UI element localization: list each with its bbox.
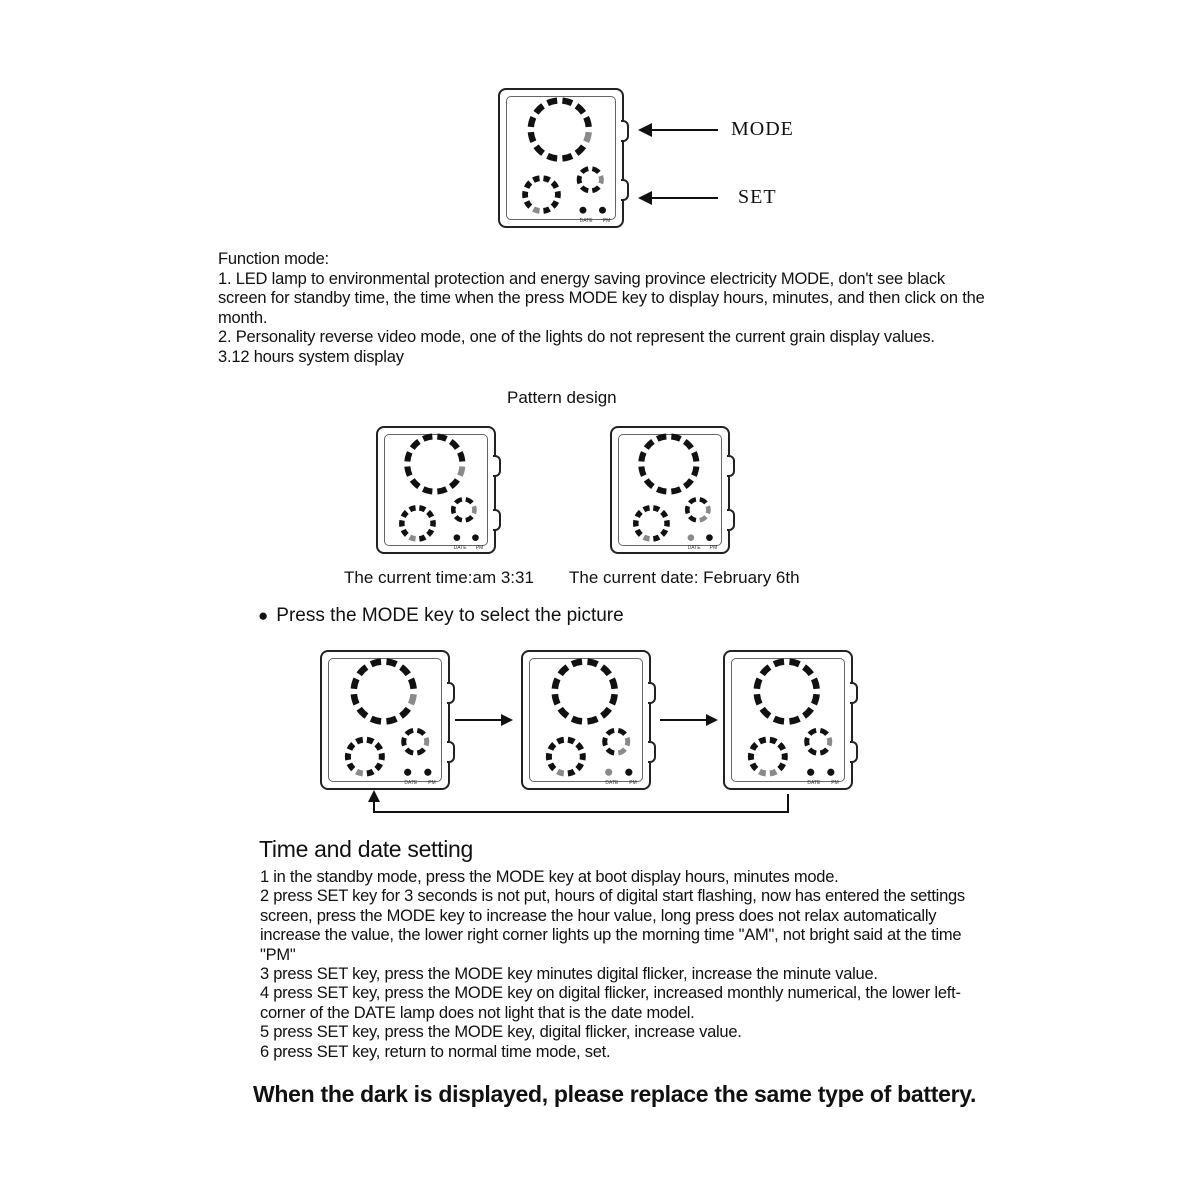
led-segment <box>558 771 564 773</box>
led-segment <box>685 441 692 448</box>
led-segment <box>568 740 574 742</box>
led-segment <box>762 709 769 716</box>
led-segment <box>760 740 766 742</box>
led-segment <box>708 506 709 513</box>
led-segment <box>587 662 597 665</box>
led-segment <box>662 530 666 535</box>
watch-date-example <box>610 426 730 554</box>
led-segment <box>582 169 588 173</box>
led-segment <box>601 176 602 183</box>
watch-face <box>500 90 622 226</box>
led-segment <box>770 771 776 773</box>
arrow-left-icon <box>638 188 720 208</box>
step-line: increase the value, the lower right corner lights up the morning time "AM", not bright said at the time <box>260 926 962 945</box>
led-segment <box>779 764 783 769</box>
led-segment <box>612 679 615 689</box>
led-segment <box>412 441 419 448</box>
led-segment <box>550 744 554 749</box>
led-segment <box>349 744 353 749</box>
led-segment <box>646 441 653 448</box>
mode-select-line <box>258 605 624 627</box>
led-segment <box>451 441 458 448</box>
led-segment <box>653 537 659 539</box>
led-segment <box>560 709 567 716</box>
led-segment <box>407 467 409 476</box>
watch-time-example <box>376 426 496 554</box>
arrow-up-icon <box>360 788 794 818</box>
mode-select-text: Press the MODE key to select the picture <box>276 605 624 626</box>
led-segment <box>671 489 680 491</box>
date-lamp <box>688 534 695 541</box>
date-lamp-label: DATE <box>605 780 619 787</box>
led-segment <box>417 730 424 734</box>
step-line: 6 press SET key, return to normal time mode, set. <box>260 1042 611 1061</box>
led-segment <box>644 508 650 510</box>
led-segment <box>406 749 413 753</box>
watch-face <box>322 652 448 788</box>
led-segment <box>820 730 827 734</box>
led-segment <box>641 467 643 476</box>
led-segment <box>592 169 598 173</box>
watch-diagram-main <box>498 88 624 228</box>
led-segment <box>403 530 407 535</box>
step-line: 1 in the standby mode, press the MODE key at boot display hours, minutes mode. <box>260 868 839 886</box>
led-segment <box>466 517 472 521</box>
led-segment <box>423 489 432 491</box>
led-segment <box>690 499 696 503</box>
led-segment <box>572 719 582 722</box>
watch-face <box>612 428 728 552</box>
step-line: 5 press SET key, press the MODE key, digital flicker, increase value. <box>260 1023 742 1042</box>
led-segment <box>762 667 769 674</box>
pattern-design-heading: Pattern design <box>507 388 617 407</box>
date-example-caption: The current date: February 6th <box>569 568 800 587</box>
date-lamp-label: DATE <box>404 780 418 787</box>
led-segment <box>386 719 396 722</box>
bullet-dot-icon: ● <box>258 606 269 625</box>
function-mode-line: 2. Personality reverse video mode, one of the lights do not represent the current grain display values. <box>218 328 935 346</box>
led-segment <box>437 489 446 491</box>
led-segment <box>644 537 650 539</box>
pm-lamp-label: PM <box>602 218 611 225</box>
watch-face <box>523 652 649 788</box>
led-segment <box>757 694 760 704</box>
side-button <box>447 741 455 763</box>
led-segment <box>403 512 407 517</box>
led-segment <box>572 662 582 665</box>
led-segment <box>406 730 413 734</box>
date-lamp-label: DATE <box>453 545 467 552</box>
led-segment <box>605 738 606 746</box>
led-segment <box>770 740 776 742</box>
led-segment <box>607 730 614 734</box>
date-lamp-label: DATE <box>807 780 821 787</box>
side-button <box>727 455 735 477</box>
led-segment <box>586 117 589 127</box>
led-segment <box>760 771 766 773</box>
watch-mode-step-3 <box>723 650 853 790</box>
date-lamp <box>454 534 461 541</box>
step-line: screen, press the MODE key to increase the hour value, long press does not relax automatically <box>260 906 937 925</box>
function-mode-line: screen for standby time, the time when the press MODE key to display hours, minutes, and then click on the <box>218 289 985 307</box>
led-segment <box>700 499 706 503</box>
led-segment <box>558 740 564 742</box>
date-lamp <box>404 769 411 776</box>
side-button <box>447 682 455 704</box>
led-segment <box>586 132 589 142</box>
led-segment <box>401 667 408 674</box>
led-segment <box>536 106 543 113</box>
led-segment <box>357 740 363 742</box>
pm-lamp <box>424 769 431 776</box>
led-segment <box>562 101 572 104</box>
arrow-right-icon <box>660 712 720 728</box>
arrow-right-icon <box>455 712 515 728</box>
led-segment <box>577 764 581 769</box>
led-segment <box>437 437 446 439</box>
led-segment <box>354 694 357 704</box>
step-line: 4 press SET key, press the MODE key on digital flicker, increased monthly numerical, the lower left- <box>260 984 961 1003</box>
led-segment <box>637 512 641 517</box>
led-segment <box>354 679 357 689</box>
led-segment <box>376 764 380 769</box>
led-segment <box>657 437 666 439</box>
led-segment <box>555 679 558 689</box>
led-segment <box>582 187 588 191</box>
led-segment <box>637 530 641 535</box>
led-segment <box>690 517 696 521</box>
watch-mode-step-2 <box>521 650 651 790</box>
led-segment <box>460 467 462 476</box>
led-segment <box>410 508 416 510</box>
led-segment <box>568 771 574 773</box>
led-segment <box>829 738 830 746</box>
pm-lamp <box>625 769 632 776</box>
watch-face <box>378 428 494 552</box>
led-segment <box>460 452 462 461</box>
led-segment <box>466 499 472 503</box>
mode-callout-label: MODE <box>731 118 794 140</box>
step-line: corner of the DATE lamp does not light that is the date model. <box>260 1003 695 1022</box>
function-mode-line: month. <box>218 308 268 327</box>
side-button <box>850 682 858 704</box>
led-segment <box>456 517 462 521</box>
led-segment <box>367 740 373 742</box>
led-segment <box>657 489 666 491</box>
side-button <box>621 120 629 142</box>
led-segment <box>451 480 458 487</box>
led-segment <box>774 719 784 722</box>
led-segment <box>423 437 432 439</box>
led-segment <box>376 744 380 749</box>
side-button <box>727 509 735 531</box>
led-segment <box>404 738 405 746</box>
led-segment <box>820 749 827 753</box>
function-mode-line: 3.12 hours system display <box>218 347 404 366</box>
led-segment <box>428 512 432 517</box>
led-segment <box>349 764 353 769</box>
led-segment <box>752 764 756 769</box>
led-segment <box>419 508 425 510</box>
step-line: 2 press SET key for 3 seconds is not put, hours of digital start flashing, now has entered the settings <box>260 887 965 906</box>
led-segment <box>757 679 760 689</box>
led-segment <box>357 771 363 773</box>
led-segment <box>359 709 366 716</box>
function-mode-heading: Function mode: <box>218 250 329 268</box>
led-segment <box>685 480 692 487</box>
led-segment <box>548 101 558 104</box>
led-segment <box>804 667 811 674</box>
led-segment <box>602 709 609 716</box>
watch-mode-step-1 <box>320 650 450 790</box>
led-segment <box>411 679 414 689</box>
led-segment <box>426 738 427 746</box>
led-segment <box>641 452 643 461</box>
date-lamp <box>605 769 612 776</box>
led-segment <box>779 744 783 749</box>
step-line: "PM" <box>260 945 296 964</box>
led-segment <box>789 662 799 665</box>
led-segment <box>371 662 381 665</box>
time-setting-steps <box>260 868 980 1062</box>
led-segment <box>533 178 539 180</box>
led-segment <box>553 202 557 207</box>
led-segment <box>774 662 784 665</box>
side-button <box>850 741 858 763</box>
led-segment <box>587 719 597 722</box>
arrow-left-icon <box>638 120 720 140</box>
led-segment <box>543 178 549 180</box>
led-segment <box>550 764 554 769</box>
pm-lamp-label: PM <box>475 545 484 552</box>
led-segment <box>410 537 416 539</box>
time-example-caption: The current time:am 3:31 <box>344 568 534 587</box>
led-segment <box>662 512 666 517</box>
led-segment <box>527 183 531 188</box>
battery-note: When the dark is displayed, please replace the same type of battery. <box>253 1081 977 1107</box>
led-segment <box>789 719 799 722</box>
led-segment <box>367 771 373 773</box>
led-segment <box>536 146 543 153</box>
pm-lamp <box>706 534 713 541</box>
led-segment <box>579 176 580 183</box>
led-segment <box>531 117 534 127</box>
led-segment <box>577 744 581 749</box>
led-segment <box>700 517 706 521</box>
led-segment <box>531 132 534 142</box>
led-segment <box>814 679 817 689</box>
time-setting-title: Time and date setting <box>259 836 474 862</box>
led-segment <box>612 694 615 704</box>
led-segment <box>359 667 366 674</box>
led-segment <box>687 506 688 513</box>
led-segment <box>577 106 584 113</box>
led-segment <box>560 667 567 674</box>
led-segment <box>456 499 462 503</box>
led-segment <box>371 719 381 722</box>
pm-lamp <box>599 207 606 214</box>
led-segment <box>653 508 659 510</box>
pm-lamp <box>472 534 479 541</box>
led-segment <box>527 202 531 207</box>
led-segment <box>814 694 817 704</box>
led-segment <box>671 437 680 439</box>
led-segment <box>419 537 425 539</box>
pm-lamp-label: PM <box>629 780 637 787</box>
led-segment <box>752 744 756 749</box>
led-segment <box>555 694 558 704</box>
led-segment <box>694 452 696 461</box>
set-callout-label: SET <box>738 186 777 208</box>
led-segment <box>548 156 558 159</box>
led-segment <box>618 749 625 753</box>
led-segment <box>809 730 816 734</box>
led-segment <box>474 506 475 513</box>
led-segment <box>577 146 584 153</box>
side-button <box>493 509 501 531</box>
led-segment <box>407 452 409 461</box>
led-segment <box>417 749 424 753</box>
date-lamp <box>807 769 814 776</box>
pm-lamp <box>827 769 834 776</box>
led-segment <box>618 730 625 734</box>
led-segment <box>646 480 653 487</box>
function-mode-block <box>218 250 998 367</box>
side-button <box>493 455 501 477</box>
watch-face <box>725 652 851 788</box>
function-mode-line: 1. LED lamp to environmental protection and energy saving province electricity MODE, don't see black <box>218 269 945 288</box>
led-segment <box>411 694 414 704</box>
led-segment <box>804 709 811 716</box>
date-lamp-label: DATE <box>579 218 593 225</box>
led-segment <box>562 156 572 159</box>
led-segment <box>602 667 609 674</box>
led-segment <box>694 467 696 476</box>
pm-lamp-label: PM <box>428 780 436 787</box>
led-segment <box>553 183 557 188</box>
led-segment <box>412 480 419 487</box>
led-segment <box>627 738 628 746</box>
led-segment <box>428 530 432 535</box>
side-button <box>648 682 656 704</box>
side-button <box>648 741 656 763</box>
pm-lamp-label: PM <box>831 780 839 787</box>
step-line: 3 press SET key, press the MODE key minutes digital flicker, increase the minute value. <box>260 965 878 984</box>
led-segment <box>807 738 808 746</box>
led-segment <box>592 187 598 191</box>
led-segment <box>401 709 408 716</box>
date-lamp <box>579 207 586 214</box>
led-segment <box>607 749 614 753</box>
side-button <box>621 179 629 201</box>
led-segment <box>533 209 539 211</box>
led-segment <box>453 506 454 513</box>
date-lamp-label: DATE <box>687 545 701 552</box>
led-segment <box>809 749 816 753</box>
led-segment <box>386 662 396 665</box>
pm-lamp-label: PM <box>709 545 718 552</box>
led-segment <box>543 209 549 211</box>
